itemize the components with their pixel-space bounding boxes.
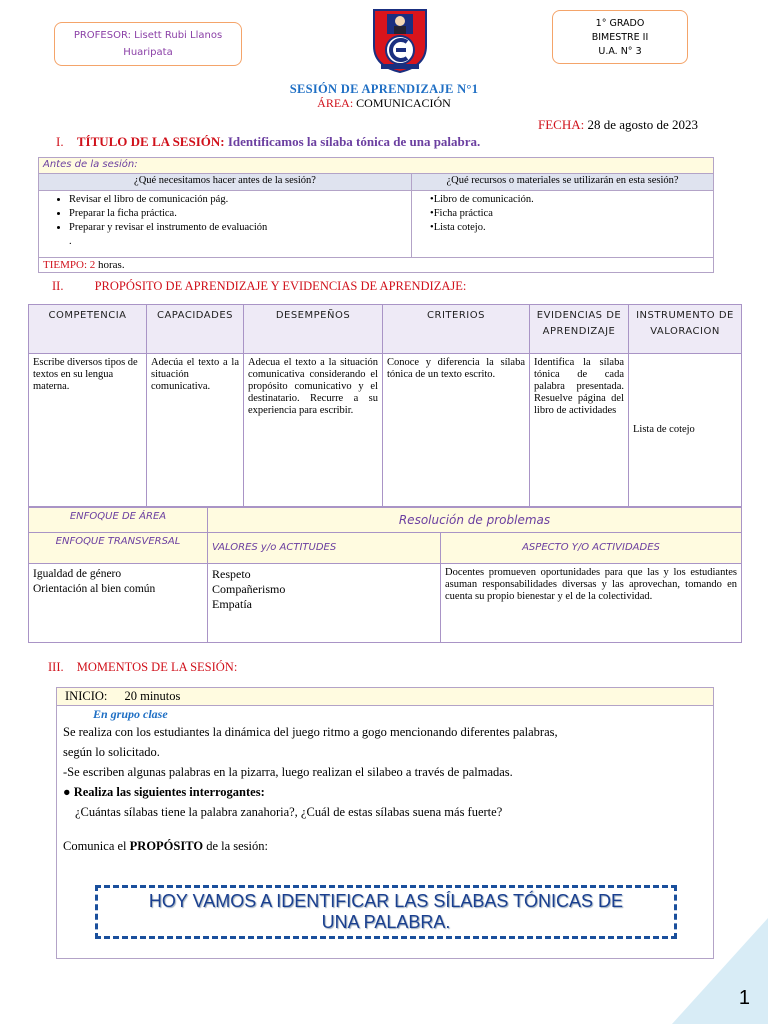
- purpose-table: [28, 304, 742, 507]
- questions-bullet: ● Realiza las siguientes interrogantes:: [63, 785, 265, 799]
- page-number: 1: [738, 987, 750, 1009]
- area-label: ÁREA:: [317, 96, 354, 110]
- cell-evidencias: Identifica la sílaba tónica de cada palabra presentada. Resuelve página del libro de actividades: [530, 354, 629, 507]
- aspecto-label: ASPECTO Y/O ACTIVIDADES: [441, 533, 742, 564]
- inicio-box: [56, 687, 714, 959]
- col2-header: ¿Qué recursos o materiales se utilizarán en esta sesión?: [412, 174, 714, 191]
- col1-list: [43, 193, 407, 249]
- comunica-line: [63, 836, 707, 856]
- corner-decoration: [672, 918, 768, 1024]
- header-desempenos: DESEMPEÑOS: [244, 305, 383, 354]
- grade-label: 1° GRADO: [595, 18, 645, 29]
- header-criterios: CRITERIOS: [383, 305, 530, 354]
- section3-label: MOMENTOS DE LA SESIÓN:: [76, 660, 238, 674]
- valor-item: Compañerismo: [212, 582, 286, 596]
- valor-item: Respeto: [212, 567, 251, 581]
- section1-title: [56, 134, 480, 150]
- valor-item: Empatía: [212, 597, 252, 611]
- inicio-time: 20 minutos: [124, 689, 181, 703]
- teacher-name: PROFESOR: Lisett Rubi Llanos: [73, 30, 223, 41]
- enfoque-item: Orientación al bien común: [33, 583, 156, 595]
- unit-label: U.A. N° 3: [598, 46, 642, 57]
- header-instrumento: INSTRUMENTO DE VALORACION: [629, 305, 742, 354]
- section2-label: PROPÓSITO DE APRENDIZAJE Y EVIDENCIAS DE APRENDIZAJE:: [94, 279, 467, 293]
- cell-criterios: Conoce y diferencia la sílaba tónica de un texto escrito.: [383, 354, 530, 507]
- area-value: COMUNICACIÓN: [356, 96, 451, 110]
- col1-header: ¿Qué necesitamos hacer antes de la sesión?: [39, 174, 412, 191]
- teacher-surname: Huaripata: [123, 47, 173, 58]
- inicio-label: INICIO:: [65, 689, 108, 703]
- before-heading: Antes de la sesión:: [43, 159, 138, 170]
- paragraph-2: -Se escriben algunas palabras en la pizarra, luego realizan el silabeo a través de palmadas.: [63, 765, 513, 779]
- question-text: ¿Cuántas sílabas tiene la palabra zanahoria?, ¿Cuál de estas sílabas suena más fuerte?: [75, 805, 503, 819]
- section1-label: TÍTULO DE LA SESIÓN:: [76, 134, 225, 149]
- list-item: • Libro de comunicación.: [430, 193, 709, 207]
- cell-capacidades: Adecúa el texto a la situación comunicativa.: [147, 354, 244, 507]
- date-value: 28 de agosto de 2023: [587, 117, 698, 132]
- time-row: [39, 258, 714, 273]
- list-item: • Lista cotejo.: [430, 221, 709, 235]
- list-item: • Ficha práctica: [430, 207, 709, 221]
- section1-value: Identificamos la sílaba tónica de una palabra.: [227, 134, 481, 149]
- grade-box: [552, 10, 688, 64]
- enfoque-area-label: ENFOQUE DE ÁREA: [29, 508, 208, 533]
- list-item: • Revisar el libro de comunicación pág.: [69, 193, 407, 207]
- enfoque-area-value: Resolución de problemas: [208, 508, 742, 533]
- section3-number: III.: [48, 660, 64, 674]
- aspecto-text: Docentes promueven oportunidades para que las y los estudiantes asuman responsabilidades diversas y las aprovechan, tomando en cuenta su propio bienestar y el de la colectividad.: [441, 564, 742, 643]
- cell-instrumento: Lista de cotejo: [629, 354, 742, 507]
- date-label: FECHA:: [538, 117, 585, 132]
- list-item: • Preparar la ficha práctica.: [69, 207, 407, 221]
- list-item: • Preparar y revisar el instrumento de evaluación: [69, 221, 407, 235]
- purpose-text: HOY VAMOS A IDENTIFICAR LAS SÍLABAS TÓNICAS DE UNA PALABRA.: [148, 891, 624, 932]
- time-value: 2: [89, 259, 96, 271]
- bimester-label: BIMESTRE II: [591, 32, 649, 43]
- enfoque-transversal-label: ENFOQUE TRANSVERSAL: [29, 533, 208, 564]
- list-item: .: [69, 236, 72, 247]
- section1-number: I.: [56, 134, 64, 149]
- paragraph-1a: Se realiza con los estudiantes la dinámica del juego ritmo a gogo mencionando diferentes palabras,: [63, 725, 558, 739]
- paragraph-1b: según lo solicitado.: [63, 745, 160, 759]
- school-logo: [371, 8, 429, 74]
- col2-list: [416, 193, 709, 235]
- valores-label: VALORES y/o ACTITUDES: [208, 533, 441, 564]
- purpose-banner: [95, 885, 677, 939]
- header-capacidades: CAPACIDADES: [147, 305, 244, 354]
- cell-desempenos: Adecua el texto a la situación comunicativa considerando el propósito comunicativo y el destinatario. Recurre a su experiencia para escribir.: [244, 354, 383, 507]
- enfoque-item: Igualdad de género: [33, 568, 122, 580]
- area-line: [0, 96, 768, 111]
- enfoque-table: [28, 507, 742, 643]
- header-evidencias: EVIDENCIAS DE APRENDIZAJE: [530, 305, 629, 354]
- date-line: [538, 117, 698, 133]
- comunica-bold: PROPÓSITO: [129, 839, 204, 853]
- time-unit: horas.: [98, 259, 125, 271]
- cell-competencia: Escribe diversos tipos de textos en su lengua materna.: [29, 354, 147, 507]
- time-label: TIEMPO:: [43, 259, 87, 271]
- group-subtitle: En grupo clase: [93, 707, 168, 721]
- inicio-header: [57, 688, 713, 706]
- teacher-box: [54, 22, 242, 66]
- section2-number: II.: [52, 279, 64, 293]
- session-title: SESIÓN DE APRENDIZAJE N°1: [289, 82, 479, 96]
- before-session-table: [38, 157, 714, 273]
- comunica-post: de la sesión:: [206, 839, 268, 853]
- header-competencia: COMPETENCIA: [29, 305, 147, 354]
- section2-title: [52, 279, 466, 294]
- comunica-pre: Comunica el: [63, 839, 127, 853]
- questions-label: Realiza las siguientes interrogantes:: [73, 785, 265, 799]
- section3-title: [48, 660, 237, 675]
